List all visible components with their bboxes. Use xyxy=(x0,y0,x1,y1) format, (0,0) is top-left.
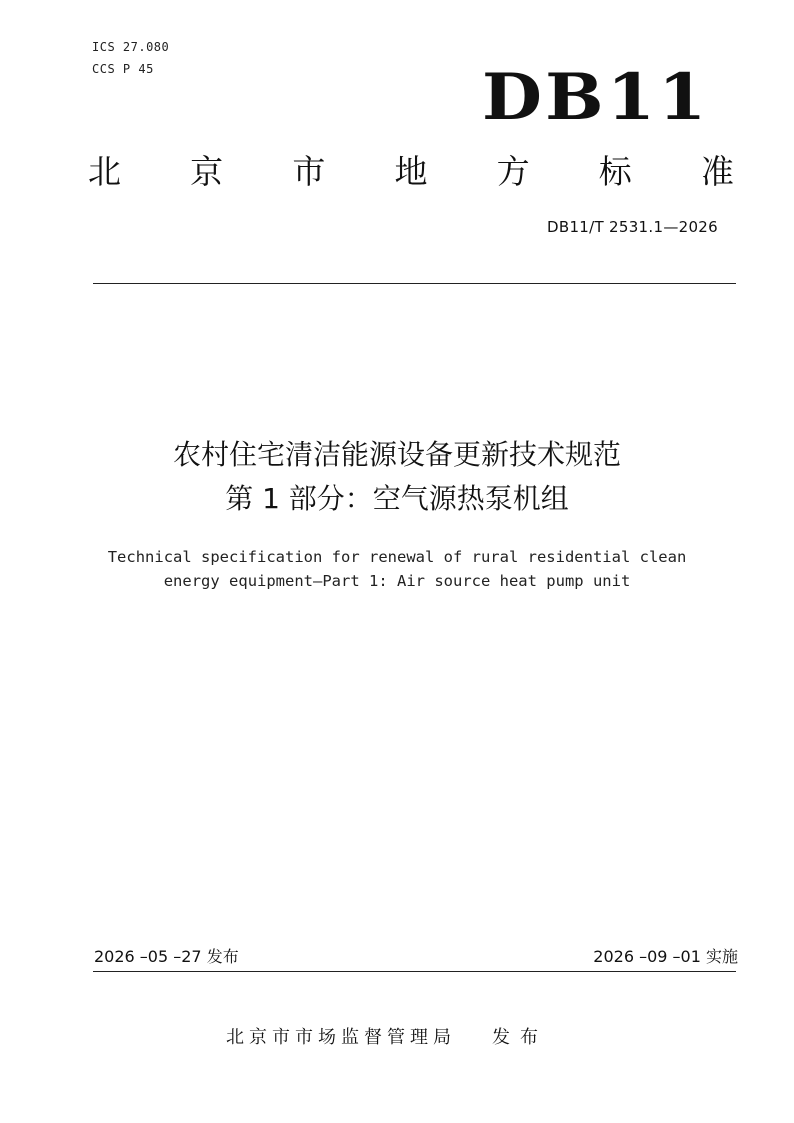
chinese-title-line-2: 第 1 部分：空气源热泵机组 xyxy=(225,482,569,515)
standard-type-char: 京 xyxy=(190,152,224,191)
standard-type-char: 地 xyxy=(394,152,428,191)
footer-divider xyxy=(93,971,736,972)
ics-code: ICS 27.080 xyxy=(92,40,170,54)
header-divider xyxy=(93,283,736,284)
english-title-line-2: energy equipment—Part 1: Air source heat pump unit xyxy=(163,572,631,590)
standard-number: DB11/T 2531.1—2026 xyxy=(547,218,718,236)
chinese-title-line-1: 农村住宅清洁能源设备更新技术规范 xyxy=(172,438,621,471)
issuer-name: 北京市市场监督管理局 xyxy=(226,1027,456,1048)
publish-date: 2026 –05 –27 发布 xyxy=(94,947,239,966)
db-logo-mark: DB11 xyxy=(482,60,710,135)
standard-type-char: 市 xyxy=(292,152,326,191)
issuer-action: 发布 xyxy=(492,1027,548,1048)
standard-type-char: 方 xyxy=(496,152,530,191)
standard-type-char: 准 xyxy=(700,152,734,191)
standard-type-heading xyxy=(88,152,734,192)
english-title-line-1: Technical specification for renewal of rural residential clean xyxy=(107,548,687,566)
ccs-code: CCS P 45 xyxy=(92,62,154,76)
standard-type-char: 标 xyxy=(598,152,632,191)
issuer-line xyxy=(226,1026,548,1050)
effective-date: 2026 –09 –01 实施 xyxy=(593,947,738,966)
standard-type-char: 北 xyxy=(88,152,121,191)
